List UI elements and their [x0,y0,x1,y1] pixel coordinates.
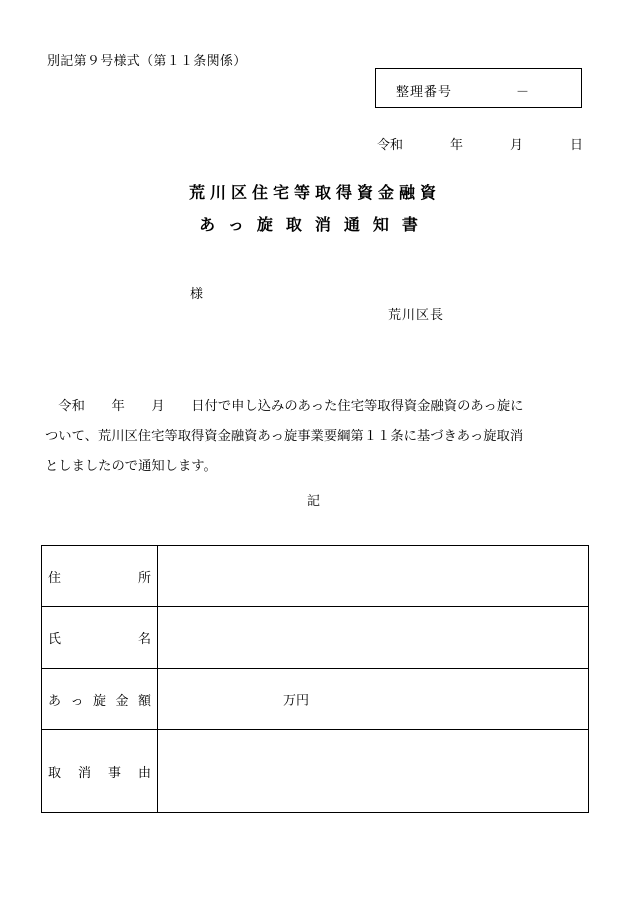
reason-label [42,730,158,813]
name-label [42,607,158,669]
document-title-line1: 荒川区住宅等取得資金融資 [188,183,441,202]
label-char: 所 [137,570,151,586]
date-month-label: 月 [510,138,524,153]
address-label [42,546,158,607]
issuer-name: 荒川区長 [388,308,445,323]
label-char: 消 [77,765,91,781]
address-value [158,546,589,607]
table-row-reason [42,730,589,813]
date-era: 令和 [377,138,404,153]
label-char: 事 [107,765,121,781]
document-title-line2: あっ旋取消通知書 [199,215,431,234]
body-line: ついて、荒川区住宅等取得資金融資あっ旋事業要綱第１１条に基づきあっ旋取消 [45,429,524,444]
reference-number-label: 整理番号 [396,85,453,100]
body-line: としましたので通知します。 [45,459,217,474]
body-line: 令和 年 月 日付で申し込みのあった住宅等取得資金融資のあっ旋に [45,399,524,414]
table-row-amount [42,669,589,730]
reason-value [158,730,589,813]
amount-value [158,669,589,730]
form-number: 別記第９号様式（第１１条関係） [47,54,247,69]
label-char: 氏 [48,632,62,647]
details-table [41,545,589,813]
label-char: あ [48,693,62,709]
table-row-address [42,546,589,607]
ki-notation: 記 [307,494,321,509]
label-char: 由 [137,765,151,781]
date-day-label: 日 [570,138,584,153]
date-year-label: 年 [450,138,464,153]
label-char: 取 [48,765,62,781]
table-row-name [42,607,589,669]
reference-number-value: － [516,85,530,100]
body-text [45,392,590,482]
label-char: 額 [137,693,151,709]
label-char: 住 [48,570,62,586]
reference-number-box [375,68,582,108]
name-value [158,607,589,669]
amount-unit: 万円 [283,693,310,709]
label-char: 旋 [92,693,106,709]
label-char: 名 [137,632,151,647]
label-char: 金 [115,693,129,709]
label-char: っ [70,693,84,709]
addressee-honorific: 様 [190,287,204,302]
amount-label [42,669,158,730]
